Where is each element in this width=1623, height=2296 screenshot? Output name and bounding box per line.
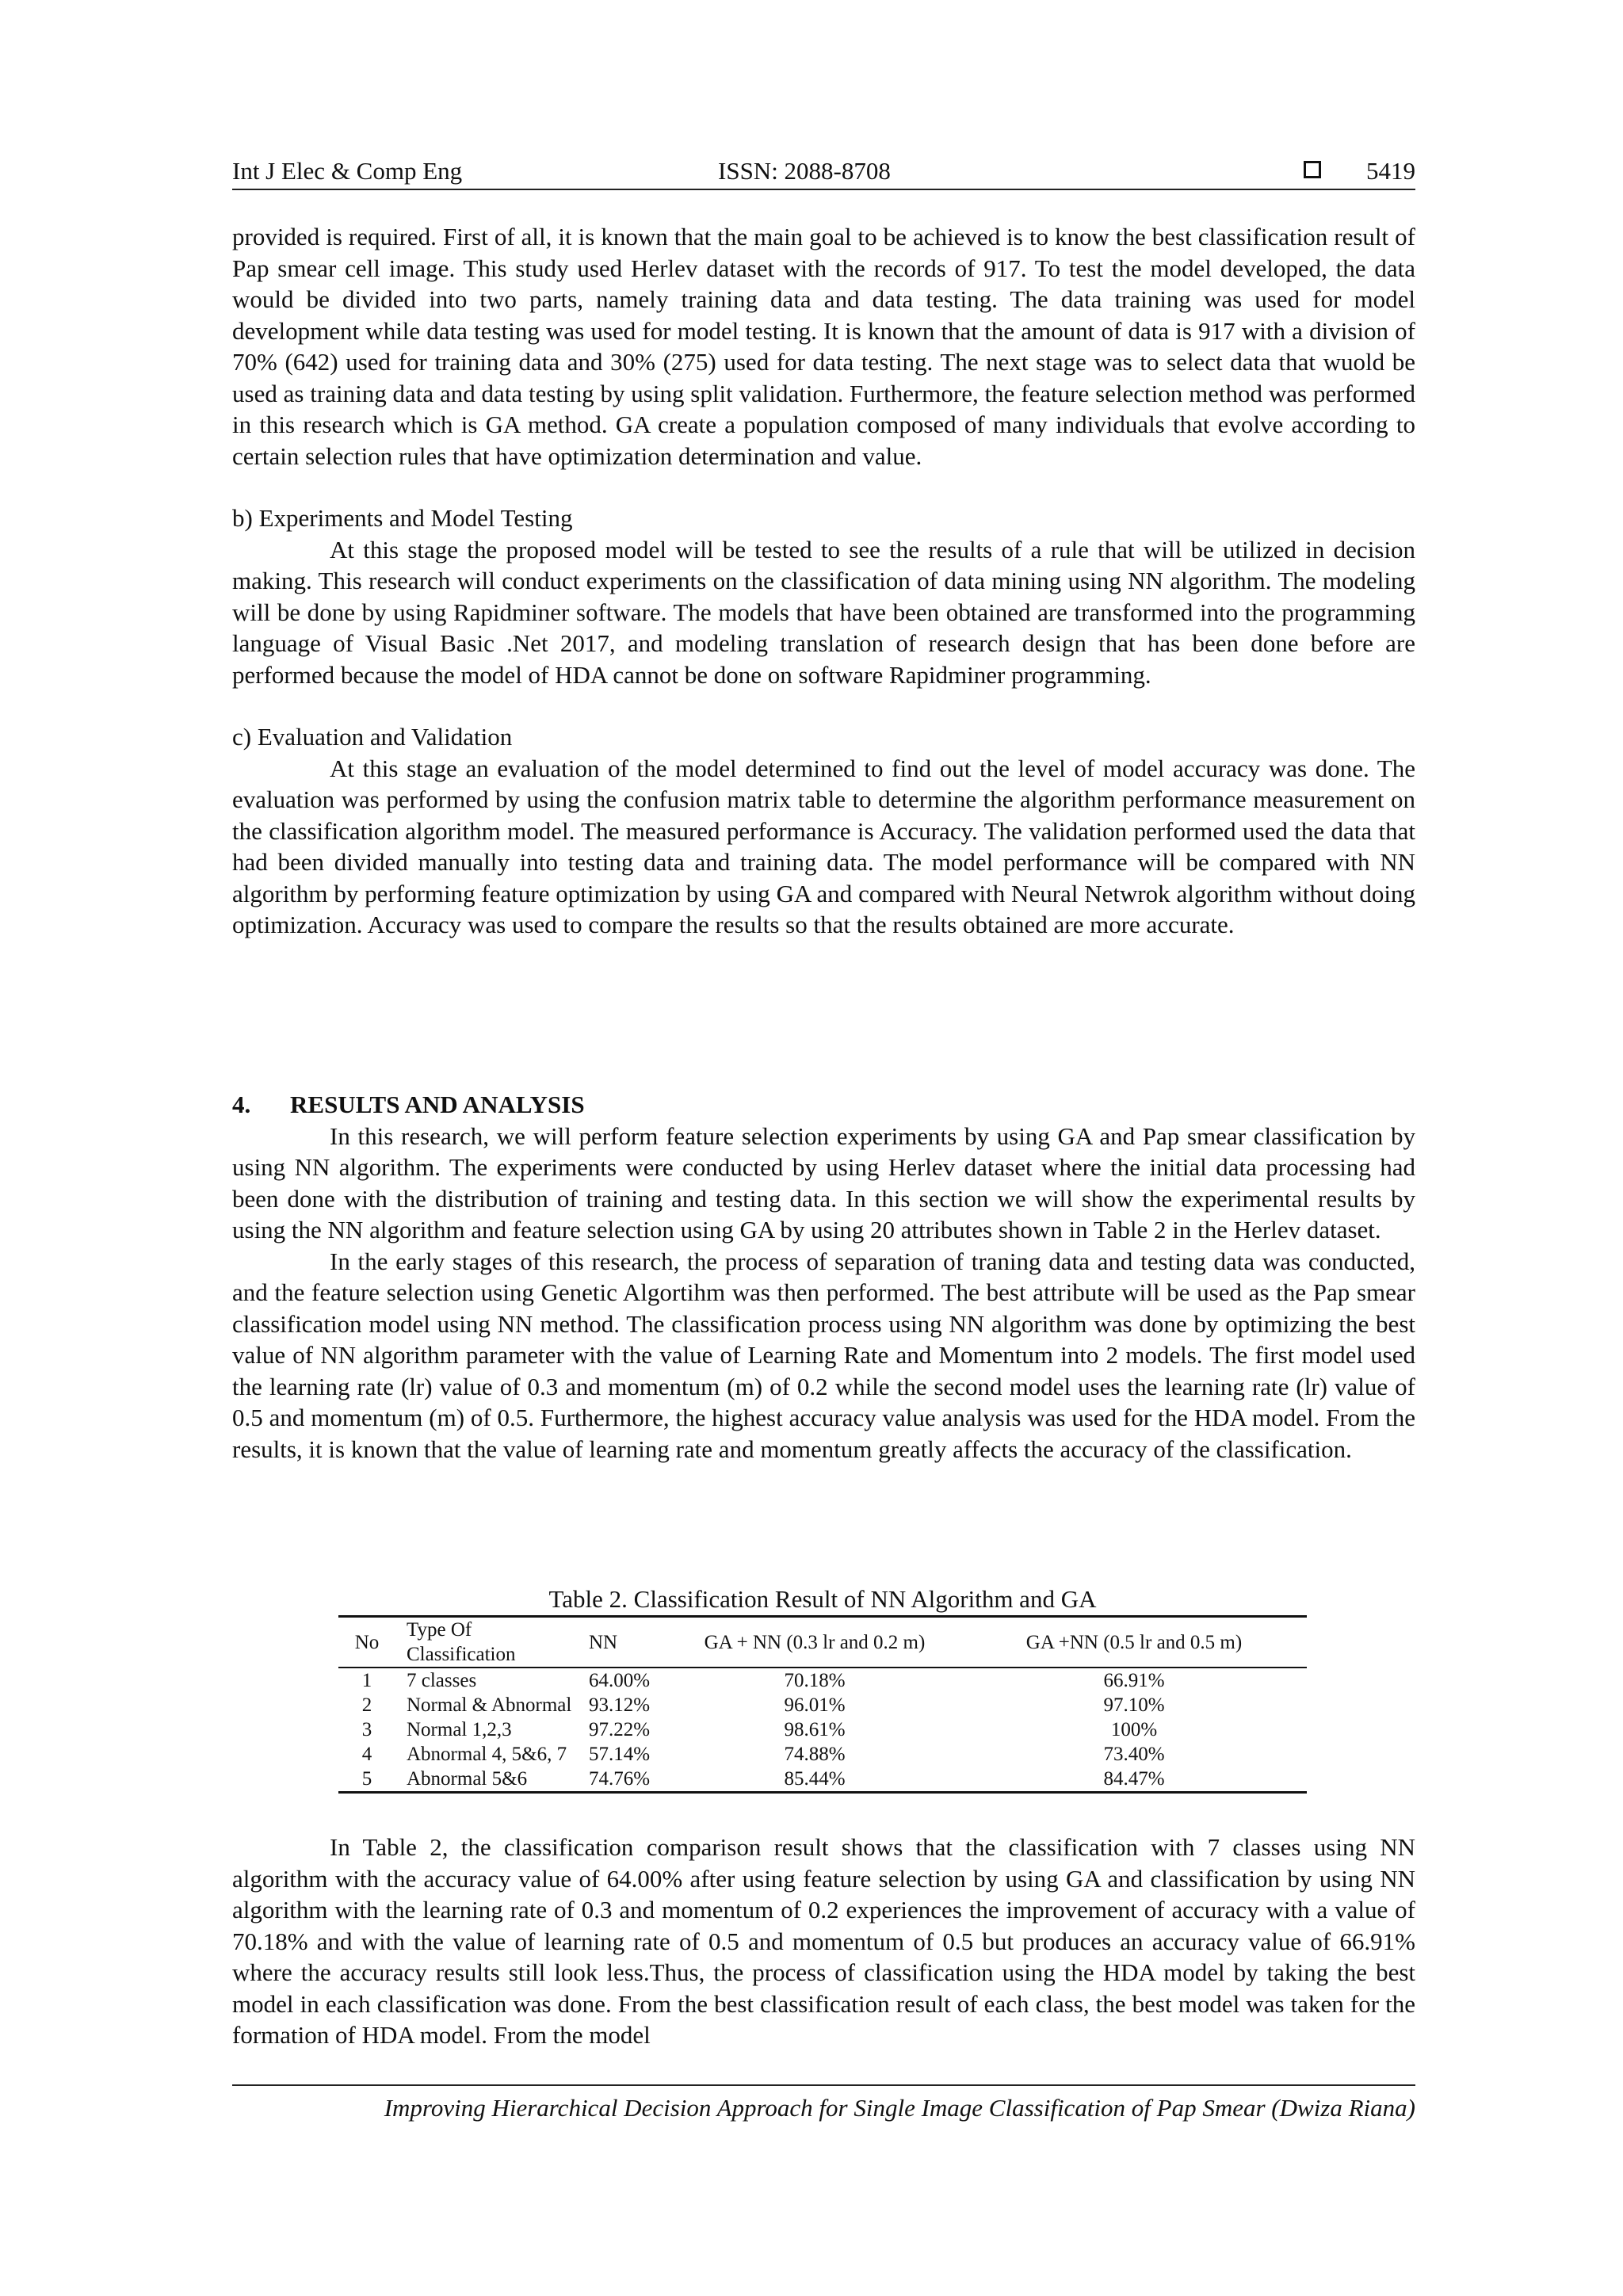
table-row: [338, 1668, 1307, 1693]
intro-paragraph: provided is required. First of all, it is known that the main goal to be achieved is to know the best classification result of Pap smear cell image. This study used Herlev dataset with the records of 917. To test the model developed, the data would be divided into two parts, namely training data and data testing. The data training was used for model development while data testing was used for model testing. It is known that the amount of data is 917 with a division of 70% (642) used for training data and 30% (275) used for data testing. The next stage was to select data that wuold be used as training data and data testing by using split validation. Furthermore, the feature selection method was performed in this research which is GA method. GA create a population composed of many individuals that evolve according to certain selection rules that have optimization determination and value.: [232, 223, 1415, 470]
cell-no: 3: [361, 1719, 372, 1740]
journal-name: Int J Elec & Comp Eng: [232, 157, 463, 185]
results-table: [338, 1584, 1307, 1794]
cell-type: Normal & Abnormal: [407, 1694, 572, 1716]
cell-no: 5: [361, 1768, 372, 1790]
running-header: [232, 154, 1415, 190]
subsection-b-heading: b) Experiments and Model Testing: [232, 504, 573, 532]
running-footer: Improving Hierarchical Decision Approach for Single Image Classification of Pap Smear (Dwiza Riana): [232, 2084, 1415, 2124]
table-caption: Table 2. Classification Result of NN Algorithm and GA: [548, 1585, 1097, 1613]
cell-type: Abnormal 5&6: [407, 1768, 528, 1790]
table-row: [338, 1717, 1307, 1742]
cell-ga-nn-1: 98.61%: [784, 1719, 846, 1740]
issn-label: ISSN: 2088-8708: [718, 157, 891, 185]
table-row: [338, 1742, 1307, 1767]
header-type: Type Of Classification: [407, 1619, 516, 1665]
cell-ga-nn-1: 96.01%: [784, 1694, 846, 1716]
cell-ga-nn-2: 73.40%: [1103, 1744, 1165, 1765]
section-heading: 4. RESULTS AND ANALYSIS: [232, 1091, 585, 1118]
cell-ga-nn-2: 66.91%: [1103, 1670, 1165, 1691]
classification-table: [338, 1615, 1307, 1794]
cell-no: 1: [361, 1670, 372, 1691]
table-row: [338, 1767, 1307, 1793]
body-text-top: [232, 221, 1415, 941]
cell-nn: 57.14%: [589, 1744, 651, 1765]
cell-no: 4: [361, 1744, 372, 1765]
subsection-c-text: At this stage an evaluation of the model determined to find out the level of model accuracy was done. The evaluation was performed by using the confusion matrix table to determine the algorithm performance measurement on the classification algorithm model. The measured performance is Accuracy. The validation performed used the data that had been divided manually into testing data and training data. The model performance will be compared with NN algorithm by performing feature optimization by using GA and compared with Neural Netwrok algorithm without doing optimization. Accuracy was used to compare the results so that the results obtained are more accurate.: [232, 754, 1415, 938]
cell-ga-nn-2: 100%: [1110, 1719, 1158, 1740]
square-icon: [1304, 161, 1321, 178]
subsection-c-heading: c) Evaluation and Validation: [232, 723, 513, 751]
header-no: No: [354, 1631, 380, 1653]
cell-ga-nn-1: 74.88%: [784, 1744, 846, 1765]
subsection-b-text: At this stage the proposed model will be tested to see the results of a rule that will be utilized in decision making. This research will conduct experiments on the classification of data mining using NN algorithm. The modeling will be done by using Rapidminer software. The models that have been obtained are transformed into the programming language of Visual Basic .Net 2017, and modeling translation of research design that has been done before are performed because the model of HDA cannot be done on software Rapidminer programming.: [232, 535, 1415, 689]
cell-nn: 64.00%: [589, 1670, 651, 1691]
page-number: 5419: [1366, 157, 1415, 185]
section-4-paragraph-2: In the early stages of this research, the process of separation of traning data and testing data was conducted, and the feature selection using Genetic Algortihm was then performed. The best attribute will be used as the Pap smear classification model using NN method. The classification process using NN algorithm was done by optimizing the best value of NN algorithm parameter with the value of Learning Rate and Momentum into 2 models. The first model used the learning rate (lr) value of 0.3 and momentum (m) of 0.2 while the second model uses the learning rate (lr) value of 0.5 and momentum (m) of 0.5. Furthermore, the highest accuracy value analysis was used for the HDA model. From the results, it is known that the value of learning rate and momentum greatly affects the accuracy of the classification.: [232, 1247, 1415, 1463]
header-ga-nn-2: GA +NN (0.5 lr and 0.5 m): [1025, 1631, 1243, 1653]
cell-ga-nn-1: 70.18%: [784, 1670, 846, 1691]
table-row: [338, 1693, 1307, 1717]
cell-nn: 74.76%: [589, 1768, 651, 1790]
cell-ga-nn-2: 97.10%: [1103, 1694, 1165, 1716]
cell-type: Abnormal 4, 5&6, 7: [407, 1744, 567, 1765]
closing-paragraph: In Table 2, the classification comparison result shows that the classification with 7 classes using NN algorithm with the accuracy value of 64.00% after using feature selection by using GA and classification by using NN algorithm with the learning rate of 0.3 and momentum of 0.2 experiences the improvement of accuracy with a value of 70.18% and with the value of learning rate of 0.5 and momentum of 0.5 but produces an accuracy value of 66.91% where the accuracy results still look less.Thus, the process of classification using the HDA model by taking the best model in each classification was done. From the best classification result of each class, the best model was taken for the formation of HDA model. From the model: [232, 1833, 1415, 2049]
cell-ga-nn-1: 85.44%: [784, 1768, 846, 1790]
cell-ga-nn-2: 84.47%: [1103, 1768, 1165, 1790]
cell-type: Normal 1,2,3: [407, 1719, 512, 1740]
header-nn: NN: [589, 1631, 618, 1653]
section-4: [232, 1089, 1415, 1465]
cell-type: 7 classes: [407, 1670, 477, 1691]
cell-nn: 93.12%: [589, 1694, 651, 1716]
header-ga-nn-1: GA + NN (0.3 lr and 0.2 m): [704, 1631, 926, 1653]
cell-nn: 97.22%: [589, 1719, 651, 1740]
table-header-row: [338, 1617, 1307, 1668]
cell-no: 2: [361, 1694, 372, 1716]
closing-text: [232, 1832, 1415, 2051]
section-4-paragraph-1: In this research, we will perform feature selection experiments by using GA and Pap smear classification by using NN algorithm. The experiments were conducted by using Herlev dataset where the initial data processing had been done with the distribution of training and testing data. In this section we will show the experimental results by using the NN algorithm and feature selection using GA by using 20 attributes shown in Table 2 in the Herlev dataset.: [232, 1121, 1415, 1244]
